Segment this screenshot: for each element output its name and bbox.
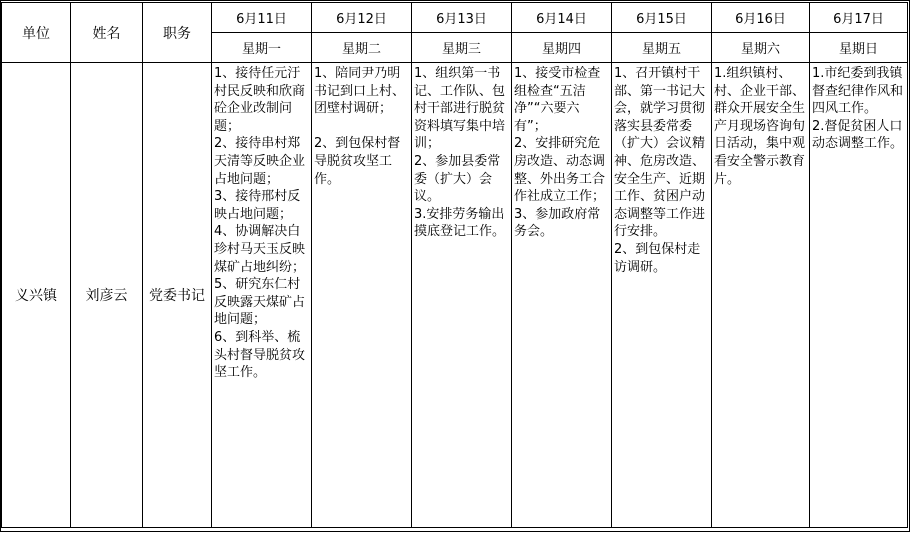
task-cell — [512, 63, 612, 528]
header-date: 6月17日 — [810, 3, 908, 33]
cell-position: 党委书记 — [143, 63, 212, 528]
task-cell — [810, 63, 908, 528]
table-row — [2, 63, 908, 528]
task-text: 1、接受市检查组检查“五洁净”“六要六有”； 2、安排研究危房改造、动态调整、外出务工合作社成立工作； 3、参加政府常务会。 — [514, 66, 606, 240]
header-date: 6月13日 — [412, 3, 512, 33]
task-cell — [412, 63, 512, 528]
schedule-table — [1, 2, 908, 528]
task-text: 1、组织第一书记、工作队、包村干部进行脱贫资料填写集中培训； 2、参加县委常委（扩大）会议。 3.安排劳务输出摸底登记工作。 — [414, 66, 506, 240]
task-text: 1、召开镇村干部、第一书记大会，就学习贯彻落实县委常委（扩大）会议精神、危房改造、安全生产、近期工作、贫困户动态调整等工作进行安排。 2、到包保村走访调研。 — [614, 66, 706, 275]
cell-unit: 义兴镇 — [2, 63, 71, 528]
header-date: 6月12日 — [312, 3, 412, 33]
header-weekday: 星期六 — [712, 33, 810, 63]
task-cell — [712, 63, 810, 528]
task-text: 1、陪同尹乃明书记到口上村、团壁村调研； 2、到包保村督导脱贫攻坚工作。 — [314, 66, 406, 187]
header-date: 6月15日 — [612, 3, 712, 33]
header-date: 6月14日 — [512, 3, 612, 33]
header-name: 姓名 — [71, 3, 143, 63]
task-cell — [612, 63, 712, 528]
header-weekday: 星期四 — [512, 33, 612, 63]
header-date: 6月16日 — [712, 3, 810, 33]
task-text: 1.组织镇村、村、企业干部、群众开展安全生产月现场咨询旬日活动，集中观看安全警示教育片。 — [714, 66, 806, 187]
header-weekday: 星期日 — [810, 33, 908, 63]
header-weekday: 星期五 — [612, 33, 712, 63]
cell-name: 刘彦云 — [71, 63, 143, 528]
header-unit: 单位 — [2, 3, 71, 63]
header-weekday: 星期二 — [312, 33, 412, 63]
header-weekday: 星期一 — [212, 33, 312, 63]
header-weekday: 星期三 — [412, 33, 512, 63]
task-cell — [312, 63, 412, 528]
header-row-dates — [2, 3, 908, 33]
task-cell — [212, 63, 312, 528]
header-date: 6月11日 — [212, 3, 312, 33]
task-text: 1、接待任元汙村民反映和欣商砼企业改制问题； 2、接待串村郑天清等反映企业占地问题； 3、接待邢村反映占地问题； 4、协调解决白珍村马天玉反映煤矿占地纠纷； 5、研究东仁村反映露天煤矿占地问题； 6、到科举、梳头村督导脱贫攻坚工作。 — [214, 66, 306, 381]
header-position: 职务 — [143, 3, 212, 63]
task-text: 1.市纪委到我镇督查纪律作风和四风工作。 2.督促贫困人口动态调整工作。 — [812, 66, 904, 152]
